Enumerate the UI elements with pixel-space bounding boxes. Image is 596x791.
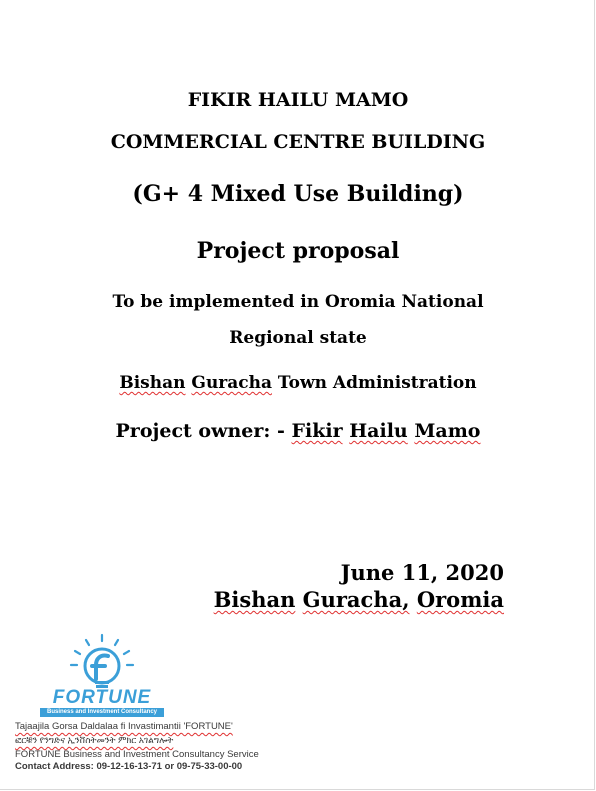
owner-word-2: Hailu <box>349 420 408 442</box>
footer-line-english: FORTUNE Business and Investment Consultancy Service <box>15 749 259 760</box>
implementation-line-2: Regional state <box>229 328 367 348</box>
project-owner-line <box>0 420 596 442</box>
admin-rest: Town Administration <box>277 373 477 393</box>
logo-tagline: Business and Investment Consultancy <box>40 708 164 717</box>
fortune-logo <box>36 632 168 720</box>
footer-line-amharic: ፎርቹን የንግድና ኢንቨስትመንት ምክር አገልግሎት <box>15 735 174 745</box>
implementation-line-1: To be implemented in Oromia National <box>112 292 484 312</box>
proposal-date: June 11, 2020 <box>340 560 504 585</box>
admin-word-1: Bishan <box>119 373 186 393</box>
admin-word-2: Guracha <box>191 373 272 393</box>
logo-brand: FORTUNE <box>52 687 152 708</box>
owner-word-3: Mamo <box>414 420 481 442</box>
administration-line <box>0 373 596 393</box>
owner-word-1: Fikir <box>291 420 343 442</box>
proposal-place <box>214 587 504 612</box>
place-word-3: Oromia <box>416 587 504 612</box>
owner-name-heading: FIKIR HAILU MAMO <box>187 89 409 111</box>
place-word-2: Guracha, <box>302 587 410 612</box>
building-title-heading: COMMERCIAL CENTRE BUILDING <box>110 131 486 153</box>
place-word-1: Bishan <box>213 587 296 612</box>
doc-type-heading: Project proposal <box>196 238 400 264</box>
building-type-heading: (G+ 4 Mixed Use Building) <box>132 181 464 207</box>
owner-prefix: Project owner: - <box>115 420 292 442</box>
footer-contact: Contact Address: 09-12-16-13-71 or 09-75-33-00-00 <box>15 761 243 772</box>
footer-line-oromo: Tajaajila Gorsa Daldalaa fi Invastimantii 'FORTUNE' <box>15 721 233 732</box>
